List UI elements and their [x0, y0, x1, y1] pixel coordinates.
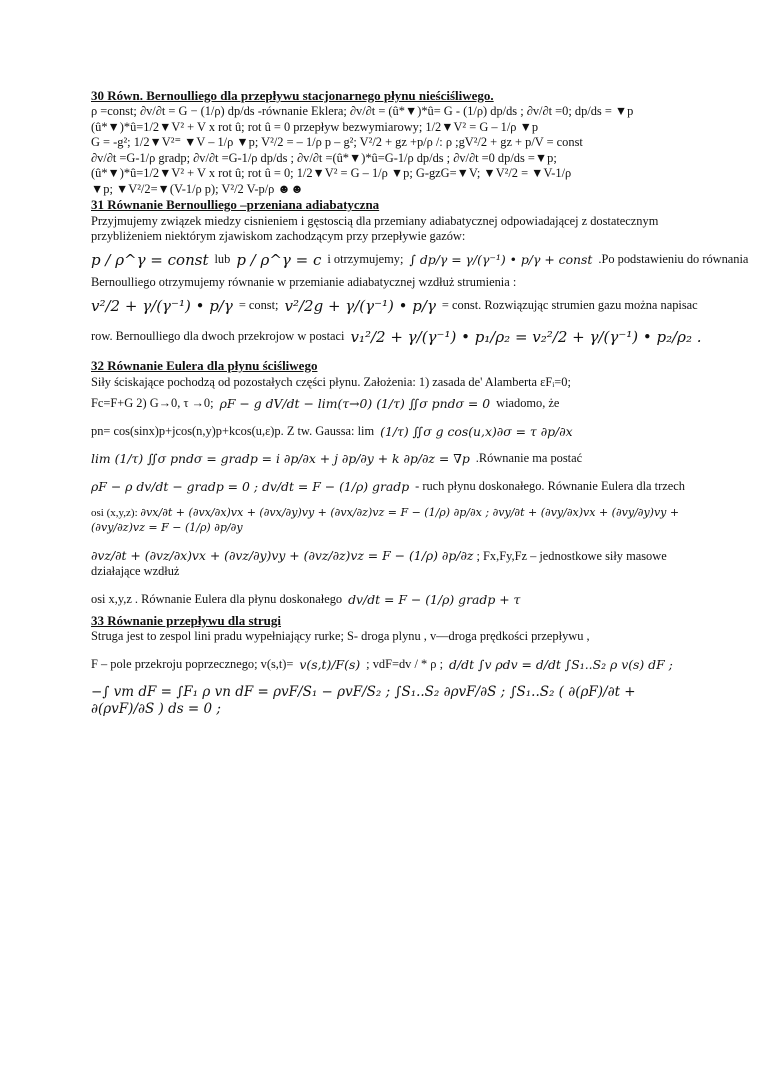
s33-line-2d: d/dt ∫v ρdv = d/dt ∫S₁..S₂ ρ v(s) dF ; [449, 656, 673, 672]
s30-line-4: ∂v/∂t =G-1/ρ gradp; ∂v/∂t =G-1/ρ dp/ds ; ∂v/∂t =(û*▼)*û=G-1/ρ dp/ds ; ∂v/∂t =0 dp/ds =▼p; [91, 150, 557, 165]
s32-line-8 [91, 592, 681, 608]
s31-row-text: row. Bernoulliego dla dwoch przekrojow w postaci [91, 329, 345, 344]
s32-line-6 [91, 506, 681, 536]
s33-line-3: −∫ vm dF = ∫F₁ ρ vn dF = ρvF/S₁ − ρvF/S₂ ; ∫S₁..S₂ ∂ρvF/∂S ; ∫S₁..S₂ ( ∂(ρF)/∂t + ∂(ρvF)/∂S ) ds = 0 ; [91, 684, 636, 718]
s33-line-2a: F – pole przekroju poprzecznego; v(s,t)= [91, 656, 294, 671]
section-33-title: 33 Równanie przepływu dla strugi [91, 613, 281, 628]
s33-line-2c: ; vdF=dv / * ρ ; [366, 656, 444, 671]
s33-line-1: Struga jest to zespol lini pradu wypełniający rurke; S- droga plynu , v—droga prędkości przepływu , [91, 629, 590, 644]
s31-intro: Przyjmujemy związek miedzy cisnieniem i gęstoscią dla przemiany adiabatycznej odpowiadającej z dostatecznym przybliżeniem niektórym zjawiskom zachodzącym przy przepływie gazów: [91, 213, 659, 243]
s31-po-podstawieniu: .Po podstawieniu do równania [598, 252, 749, 267]
s30-line-3: G = -g²; 1/2▼V²⁼ ▼V – 1/ρ ▼p; V²/2 = – 1/ρ p – g²; V²/2 + gz +p/ρ /: ρ ;gV²/2 + gz + p/V = const [91, 135, 583, 150]
s32-line-4a: lim (1/τ) ∬σ pndσ = gradp = i ∂p/∂x + j ∂p/∂y + k ∂p/∂z = ∇p [91, 451, 470, 466]
s32-line-2b: ρF − g dV/dt − lim(τ→0) (1/τ) ∬σ pndσ = 0 [219, 396, 491, 411]
s31-eq1-left: p / ρ^γ = const [91, 250, 209, 269]
s32-line-7a: ∂vz/∂t + (∂vz/∂x)vx + (∂vz/∂y)vy + (∂vz/∂z)vz = F − (1/ρ) ∂p/∂z [91, 547, 474, 563]
s32-line-5b: - ruch płynu doskonałego. Równanie Eulera dla trzech [415, 478, 685, 493]
document-page [91, 88, 749, 718]
s32-line-3 [91, 424, 681, 440]
s32-line-5a: ρF − ρ dv/dt − gradp = 0 ; dv/dt = F − (1/ρ) gradp [91, 478, 410, 494]
s32-line-4b: .Równanie ma postać [475, 451, 583, 465]
s31-eq2a: v²/2 + γ/(γ⁻¹) • p/γ [91, 296, 233, 315]
s31-const-1: = const; [238, 298, 279, 313]
s31-equation-row-3 [91, 327, 702, 347]
s33-line-2 [91, 657, 681, 673]
s31-line-2: Bernoulliego otrzymujemy równanie w przemianie adiabatycznej wzdłuż strumienia : [91, 275, 517, 290]
s30-line-1: ρ =const; ∂v/∂t = G − (1/ρ) dp/ds -równanie Eklera; ∂v/∂t = (û*▼)*û= G - (1/ρ) dp/ds ; ∂v/∂t =0; dp/ds = ▼p [91, 104, 634, 119]
s32-line-2 [91, 396, 681, 412]
s32-line-2a: Fc=F+G 2) G→0, τ →0; [91, 396, 214, 410]
section-32-title: 32 Równanie Eulera dla płynu ściśliwego [91, 358, 318, 374]
s31-eq1-right: ∫ dp/γ = γ/(γ⁻¹) • p/γ + const [409, 252, 593, 268]
s31-eq1-mid: p / ρ^γ = c [236, 250, 322, 269]
s31-eq3: v₁²/2 + γ/(γ⁻¹) • p₁/ρ₂ = v₂²/2 + γ/(γ⁻¹) • p₂/ρ₂ . [350, 327, 702, 346]
section-30-title: 30 Równ. Bernoulliego dla przepływu stacjonarnego płynu nieściśliwego. [91, 88, 494, 103]
s32-line-8a: osi x,y,z . Równanie Eulera dla płynu doskonałego [91, 591, 343, 606]
s30-line-5: (û*▼)*û=1/2▼V² + V x rot û; rot û = 0; 1/2▼V² = G – 1/ρ ▼p; G-gzG=▼V; ▼V²/2 = ▼V-1/ρ [91, 166, 572, 181]
s31-equation-row-1 [91, 250, 749, 270]
section-31-title: 31 Równanie Bernoulliego –przeniana adiabatyczna [91, 197, 380, 213]
s31-otrzymujemy: i otrzymujemy; [327, 252, 404, 267]
s32-line-1: Siły ściskające pochodzą od pozostałych części płynu. Założenia: 1) zasada de' Alamberta εFᵢ=0; [91, 374, 571, 389]
s32-line-5 [91, 478, 685, 495]
s32-line-7 [91, 548, 681, 580]
s31-equation-row-2 [91, 296, 698, 316]
s30-line-6: ▼p; ▼V²/2=▼(V-1/ρ p); V²/2 V-p/ρ ☻☻ [91, 181, 304, 196]
s31-lub: lub [214, 252, 231, 267]
s33-line-2b: v(s,t)/F(s) [299, 656, 361, 672]
s31-const-2: = const. Rozwiązując strumien gazu można napisac [441, 298, 698, 313]
s32-line-8b: dv/dt = F − (1/ρ) gradp + τ [348, 591, 521, 607]
s32-line-3a: pn= cos(sinx)p+jcos(n,y)p+kcos(u,ε)p. Z tw. Gaussa: lim [91, 423, 375, 438]
s32-line-2c: wiadomo, że [496, 396, 560, 410]
s30-line-2: (û*▼)*û=1/2▼V² + V x rot û; rot û = 0 przepływ bezwymiarowy; 1/2▼V² = G – 1/ρ ▼p [91, 119, 539, 134]
s32-line-6a: osi (x,y,z): [91, 507, 138, 519]
s31-eq2b: v²/2g + γ/(γ⁻¹) • p/γ [284, 296, 436, 315]
s32-line-3b: (1/τ) ∬σ g cos(u,x)∂σ = τ ∂p/∂x [380, 423, 573, 439]
s32-line-7b: ; Fx,Fy,Fz – jednostkowe siły masowe działające wzdłuż [91, 548, 667, 578]
s32-line-6b: ∂vx/∂t + (∂vx/∂x)vx + (∂vx/∂y)vy + (∂vx/∂z)vz = F − (1/ρ) ∂p/∂x ; ∂vy/∂t + (∂vy/∂x)vx + (∂vy/∂y)vy + (∂vy/∂z)vz = F − (1/ρ) ∂p/∂y [91, 506, 680, 534]
s32-line-4 [91, 451, 681, 467]
